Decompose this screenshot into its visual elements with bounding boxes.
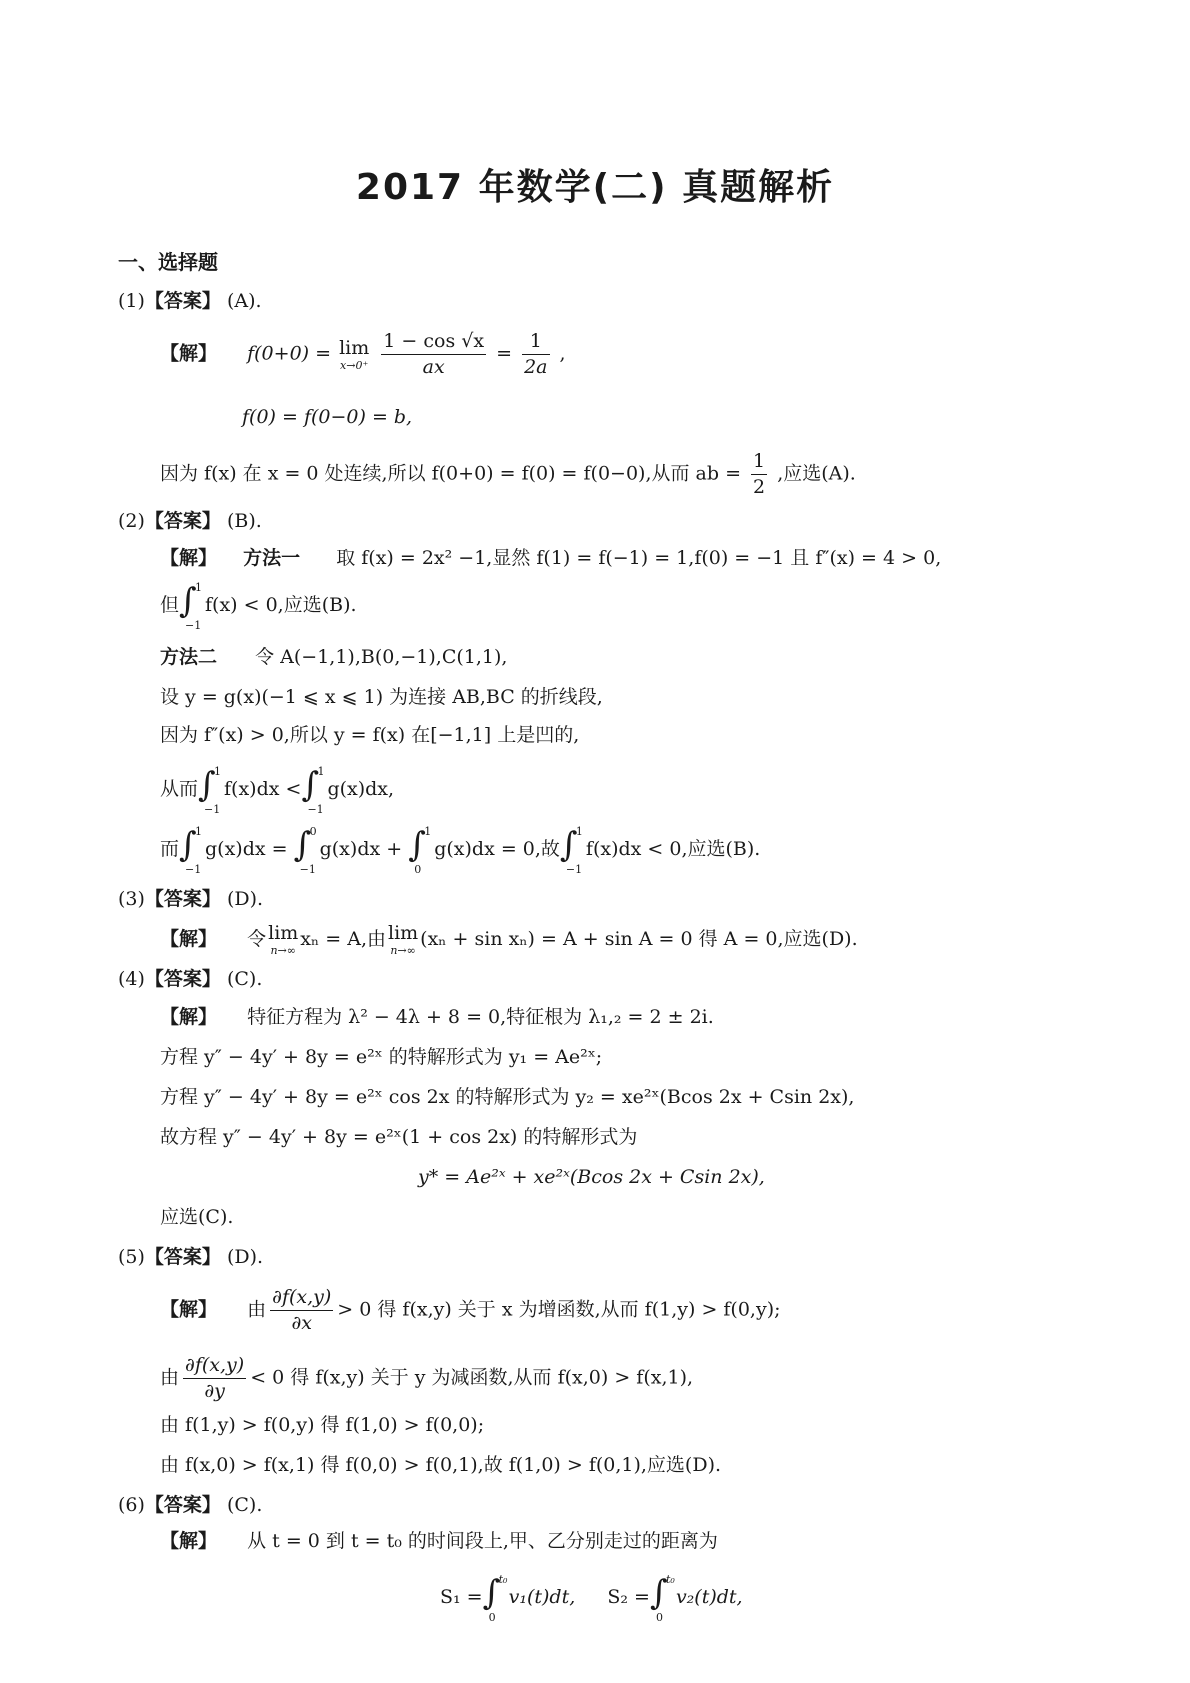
q4-line-2: 方程 y″ − 4y′ + 8y = e²ˣ 的特解形式为 y₁ = Ae²ˣ; <box>160 1046 603 1068</box>
method2-label: 方法二 <box>160 646 218 668</box>
q1-half: $\frac{1}{2a}$ <box>524 330 548 378</box>
q2-line-7: 而 ∫ 1 −1 g(x)dx = ∫ 0 −1 g(x)dx + ∫ 1 0 g(x)dx = 0,故 ∫ 1 −1 f(x)dx < 0,应选(B). <box>160 825 761 876</box>
solution-tag: 【解】 <box>160 342 218 365</box>
q2-line-6: 从而 ∫ 1 −1 f(x)dx < ∫ 1 −1 g(x)dx, <box>160 765 395 816</box>
q5-answer-line: (5)【答案】 (D). <box>118 1246 264 1268</box>
partial-y-fraction: $\frac{\partial f(x,y)}{\partial y}$ <box>185 1354 245 1402</box>
q5-line-4: 由 f(x,0) > f(x,1) 得 f(0,0) > f(0,1),故 f(1,0) > f(0,1),应选(D). <box>160 1454 722 1476</box>
q4-answer-line: (4)【答案】 (C). <box>118 968 263 990</box>
q4-line-3: 方程 y″ − 4y′ + 8y = e²ˣ cos 2x 的特解形式为 y₂ = xe²ˣ(Bcos 2x + Csin 2x), <box>160 1086 855 1108</box>
q2-line-2: 但 ∫ 1 −1 f(x) < 0,应选(B). <box>160 581 357 632</box>
integral-sign: ∫ 1 −1 <box>559 825 583 876</box>
q4-solution-line-1: 【解】 特征方程为 λ² − 4λ + 8 = 0,特征根为 λ₁,₂ = 2 ± 2i. <box>160 1006 714 1028</box>
page-title: 2017 年数学(二) 真题解析 <box>355 167 835 208</box>
q5-line-3: 由 f(1,y) > f(0,y) 得 f(1,0) > f(0,0); <box>160 1414 485 1436</box>
q2-line-4: 设 y = g(x)(−1 ⩽ x ⩽ 1) 为连接 AB,BC 的折线段, <box>160 686 603 708</box>
q4-line-4: 故方程 y″ − 4y′ + 8y = e²ˣ(1 + cos 2x) 的特解形式为 <box>160 1126 638 1148</box>
q2-method1-line: 【解】 方法一 取 f(x) = 2x² −1,显然 f(1) = f(−1) = 1,f(0) = −1 且 f″(x) = 4 > 0, <box>160 547 942 569</box>
integral-sign: ∫ t₀ 0 <box>649 1573 675 1624</box>
q4-line-5: y* = Ae²ˣ + xe²ˣ(Bcos 2x + Csin 2x), <box>418 1166 765 1188</box>
integral-sign: ∫ 1 −1 <box>179 581 203 632</box>
q1-number: (1) <box>118 290 145 312</box>
q3-answer-line: (3)【答案】 (D). <box>118 888 264 910</box>
q1-frac-half: $\frac{1}{2}$ <box>753 450 766 498</box>
integral-sign: ∫ 1 −1 <box>179 825 203 876</box>
q6-integrals-line: S₁ = ∫ t₀ 0 v₁(t)dt, S₂ = ∫ t₀ 0 v₂(t)dt, <box>440 1573 743 1624</box>
q2-answer-line: (2)【答案】 (B). <box>118 510 262 532</box>
integral-sign: ∫ 1 −1 <box>198 765 222 816</box>
q1-answer: (A). <box>226 290 262 312</box>
integral-sign: ∫ 0 −1 <box>293 825 317 876</box>
method1-label: 方法一 <box>243 547 301 569</box>
integral-sign: ∫ t₀ 0 <box>482 1573 508 1624</box>
q1-solution-line-3: 因为 f(x) 在 x = 0 处连续,所以 f(0+0) = f(0) = f(0−0),从而 ab = $\frac{1}{2}$ ,应选(A). <box>160 450 856 498</box>
q5-solution-line-1: 【解】 由 $\frac{\partial f(x,y)}{\partial x}$ > 0 得 f(x,y) 关于 x 为增函数,从而 f(1,y) > f(0,y); <box>160 1286 781 1334</box>
q2-method2-line: 方法二 令 A(−1,1),B(0,−1),C(1,1), <box>160 646 508 668</box>
q1-answer-line <box>118 292 262 311</box>
q5-solution-line-2: 由 $\frac{\partial f(x,y)}{\partial y}$ < 0 得 f(x,y) 关于 y 为减函数,从而 f(x,0) > f(x,1), <box>160 1354 694 1402</box>
q6-solution-line-1: 【解】 从 t = 0 到 t = t₀ 的时间段上,甲、乙分别走过的距离为 <box>160 1530 718 1552</box>
q1-solution-line-1: 【解】 f(0+0) = lim x→0⁺ $\frac{1 - \cos √x}{ax}$ = $\frac{1}{2a}$ , <box>160 330 566 378</box>
q6-answer-line: (6)【答案】 (C). <box>118 1494 263 1516</box>
integral-sign: ∫ 1 −1 <box>301 765 325 816</box>
q1-solution-line-2: f(0) = f(0−0) = b, <box>242 406 413 428</box>
partial-x-fraction: $\frac{\partial f(x,y)}{\partial x}$ <box>272 1286 332 1334</box>
q1-left: f(0+0) = <box>247 342 338 365</box>
q2-line-5: 因为 f″(x) > 0,所以 y = f(x) 在[−1,1] 上是凹的, <box>160 724 580 746</box>
q1-limit: lim x→0⁺ <box>339 336 370 372</box>
q3-solution-line: 【解】 令 lim n→∞ xₙ = A,由 lim n→∞ (xₙ + sin xₙ) = A + sin A = 0 得 A = 0,应选(D). <box>160 922 858 957</box>
q1-fraction: $\frac{1 - \cos √x}{ax}$ <box>383 330 485 378</box>
q4-line-6: 应选(C). <box>160 1206 234 1228</box>
section-heading: 一、选择题 <box>118 250 218 274</box>
answer-tag: 【答案】 <box>144 290 221 312</box>
integral-sign: ∫ 1 0 <box>408 825 432 876</box>
